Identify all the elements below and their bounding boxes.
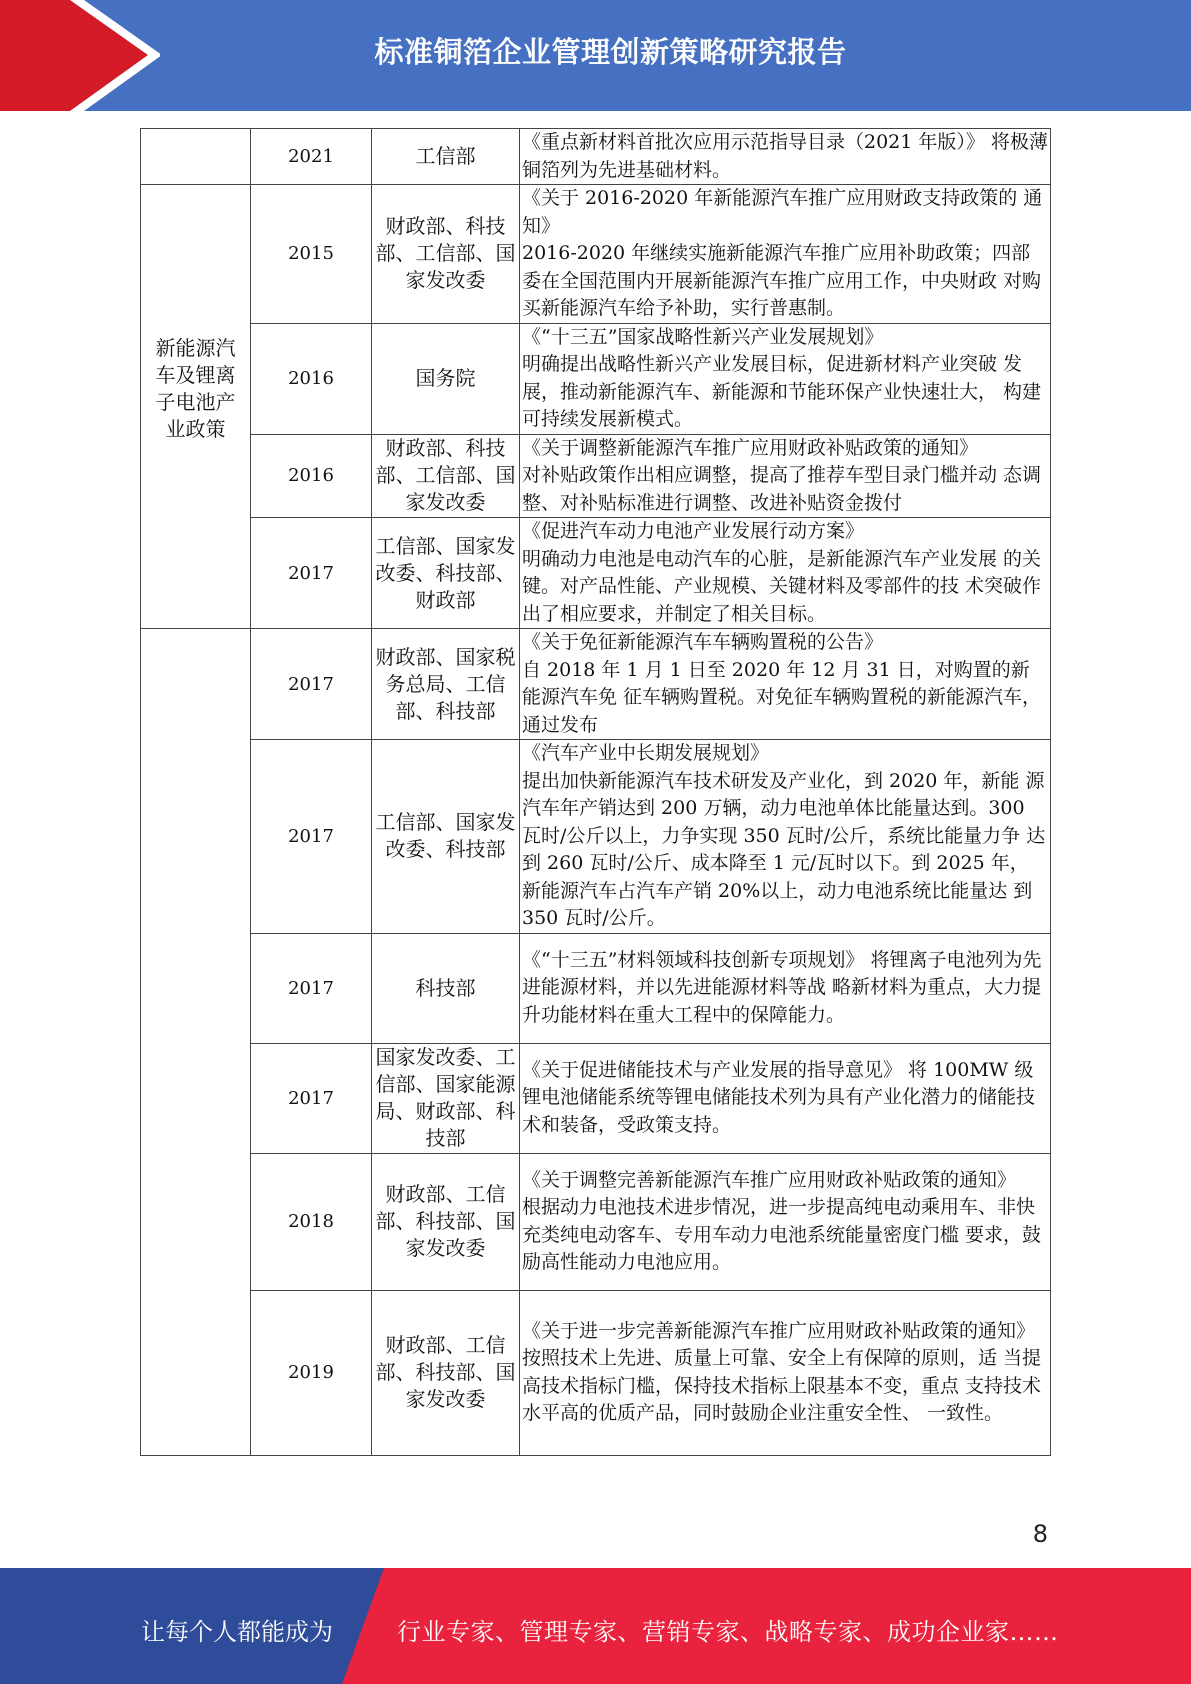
- policy-description-cell: 《汽车产业中长期发展规划》 提出加快新能源汽车技术研发及产业化，到 2020 年，新能 源汽车年产销达到 200 万辆，动力电池单体比能量达到。300 瓦时/公斤以上，力争实现 350 瓦时/公斤，系统比能量力争 达到 260 瓦时/公斤、成本降至 1 元/瓦时以下。到 2025 年， 新能源汽车占汽车产销 20%以上，动力电池系统比能量达 到 350 瓦时/公斤。: [520, 740, 1051, 934]
- policy-description-cell: 《重点新材料首批次应用示范指导目录（2021 年版）》 将极薄铜箔列为先进基础材料。: [520, 129, 1051, 185]
- table-row: [141, 1290, 1051, 1455]
- year-cell: 2021: [251, 129, 372, 185]
- table-row: [141, 185, 1051, 324]
- policy-description-cell: 《关于调整新能源汽车推广应用财政补贴政策的通知》 对补贴政策作出相应调整，提高了推荐车型目录门槛并动 态调整、对补贴标准进行调整、改进补贴资金拨付: [520, 434, 1051, 518]
- department-cell: 财政部、科技部、工信部、国 家发改委: [372, 434, 520, 518]
- category-cell-empty: [141, 629, 251, 1456]
- department-cell: 财政部、科技部、工信部、国 家发改委: [372, 185, 520, 324]
- policy-description-cell: 《关于免征新能源汽车车辆购置税的公告》 自 2018 年 1 月 1 日至 2020 年 12 月 31 日，对购置的新能源汽车免 征车辆购置税。对免征车辆购置税的新能源汽车，通过发布: [520, 629, 1051, 740]
- department-cell: 工信部: [372, 129, 520, 185]
- table-row: [141, 518, 1051, 629]
- department-cell: 国家发改委、工 信部、国家能源 局、财政部、科 技部: [372, 1043, 520, 1153]
- policy-description-cell: 《关于促进储能技术与产业发展的指导意见》 将 100MW 级锂电池储能系统等锂电储能技术列为具有产业化潜力的储能技术和装备，受政策支持。: [520, 1043, 1051, 1153]
- department-cell: 财政部、国家税 务总局、工信 部、科技部: [372, 629, 520, 740]
- department-cell: 科技部: [372, 933, 520, 1043]
- table-row: [141, 740, 1051, 934]
- policy-description-cell: 《关于进一步完善新能源汽车推广应用财政补贴政策的通知》 按照技术上先进、质量上可靠、安全上有保障的原则，适 当提高技术指标门槛，保持技术指标上限基本不变，重点 支持技术水平高的优质产品，同时鼓励企业注重安全性、 一致性。: [520, 1290, 1051, 1455]
- year-cell: 2017: [251, 1043, 372, 1153]
- table-row: [141, 1153, 1051, 1290]
- policy-description-cell: 《关于调整完善新能源汽车推广应用财政补贴政策的通知》 根据动力电池技术进步情况，进一步提高纯电动乘用车、非快充类纯电动客车、专用车动力电池系统能量密度门槛 要求，鼓励高性能动力电池应用。: [520, 1153, 1051, 1290]
- report-title: 标准铜箔企业管理创新策略研究报告: [374, 34, 847, 69]
- year-cell: 2017: [251, 629, 372, 740]
- policy-description-cell: 《促进汽车动力电池产业发展行动方案》 明确动力电池是电动汽车的心脏，是新能源汽车产业发展 的关键。对产品性能、产业规模、关键材料及零部件的技 术突破作出了相应要求，并制定了相关目标。: [520, 518, 1051, 629]
- page-number: 8: [1032, 1520, 1048, 1548]
- department-cell: 财政部、工信部、科技部、国 家发改委: [372, 1153, 520, 1290]
- department-cell: 国务院: [372, 323, 520, 434]
- footer-slogan-right: 行业专家、管理专家、营销专家、战略专家、成功企业家……: [397, 1618, 1059, 1646]
- policy-table: [140, 128, 1051, 1456]
- table-row: [141, 129, 1051, 185]
- footer-slogan-left: 让每个人都能成为: [141, 1618, 333, 1646]
- policy-description-cell: 《“十三五”材料领域科技创新专项规划》 将锂离子电池列为先进能源材料，并以先进能源材料等战 略新材料为重点，大力提升功能材料在重大工程中的保障能力。: [520, 933, 1051, 1043]
- policy-description-cell: 《“十三五”国家战略性新兴产业发展规划》 明确提出战略性新兴产业发展目标，促进新材料产业突破 发展，推动新能源汽车、新能源和节能环保产业快速壮大， 构建可持续发展新模式。: [520, 323, 1051, 434]
- table-row: [141, 1043, 1051, 1153]
- department-cell: 财政部、工信部、科技部、国 家发改委: [372, 1290, 520, 1455]
- year-cell: 2015: [251, 185, 372, 324]
- year-cell: 2017: [251, 518, 372, 629]
- page-header: [0, 0, 1191, 111]
- year-cell: 2018: [251, 1153, 372, 1290]
- year-cell: 2017: [251, 933, 372, 1043]
- department-cell: 工信部、国家发 改委、科技部: [372, 740, 520, 934]
- year-cell: 2016: [251, 323, 372, 434]
- year-cell: 2019: [251, 1290, 372, 1455]
- table-row: [141, 434, 1051, 518]
- year-cell: 2016: [251, 434, 372, 518]
- table-row: [141, 933, 1051, 1043]
- category-cell-empty: [141, 129, 251, 185]
- category-cell: 新能源汽车及锂离子电池产业政策: [141, 185, 251, 629]
- department-cell: 工信部、国家发 改委、科技部、 财政部: [372, 518, 520, 629]
- table-row: [141, 323, 1051, 434]
- year-cell: 2017: [251, 740, 372, 934]
- table-row: [141, 629, 1051, 740]
- policy-description-cell: 《关于 2016-2020 年新能源汽车推广应用财政支持政策的 通知》 2016-2020 年继续实施新能源汽车推广应用补助政策；四部 委在全国范围内开展新能源汽车推广应用工作，中央财政 对购买新能源汽车给予补助，实行普惠制。: [520, 185, 1051, 324]
